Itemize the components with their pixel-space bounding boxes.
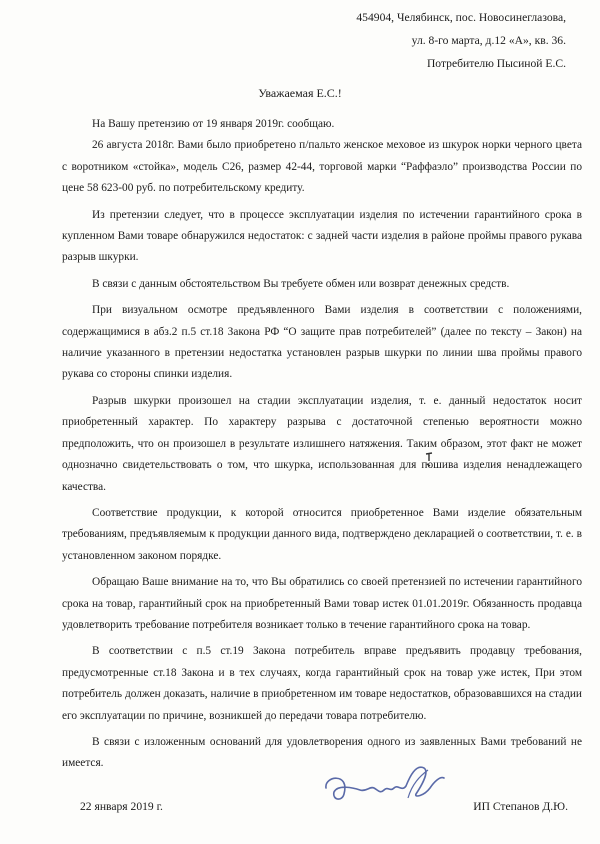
address-line-1: 454904, Челябинск, пос. Новосинеглазова, [356, 11, 566, 24]
paragraph-3: Из претензии следует, что в процессе эксплуатации изделия по истечении гарантийного срока в купленном Вами товаре обнаружился недостаток: с задней части изделия в районе проймы правого рукава разрыв шкурки. [62, 208, 582, 264]
greeting: Уважаемая Е.С.! [258, 86, 342, 100]
paragraph-9: В соответствии с п.5 ст.19 Закона потребитель вправе предъявить продавцу требования, предусмотренные ст.18 Закона и в тех случаях, когда гарантийный срок на товар уже истек, При этом потребитель должен доказать, наличие в приобретенном им товаре недостатков, образовавшихся на стадии его эксплуатации по причине, возникшей до передачи товара потребителю. [62, 645, 582, 722]
signatory-name: ИП Степанов Д.Ю. [473, 800, 568, 813]
letter-body [62, 114, 582, 775]
paragraph-2: 26 августа 2018г. Вами было приобретено п/пальто женское меховое из шкурок норки черного цвета с воротником «стойка», модель С26, размер 42-44, торговой марки “Раффаэло” производства России по цене 58 623-00 руб. по потребительскому кредиту. [62, 139, 582, 195]
paragraph-8: Обращаю Ваше внимание на то, что Вы обратились со своей претензией по истечении гарантийного срока на товар, гарантийный срок на приобретенный Вами товар истек 01.01.2019г. Обязанность продавца удовлетворить требование потребителя возникает только в течение гарантийного срока на товар. [62, 576, 582, 631]
ink-mark-icon [424, 452, 434, 468]
paragraph-6: Разрыв шкурки произошел на стадии эксплуатации изделия, т. е. данный недостаток носит приобретенный характер. По характеру разрыва с достаточной степенью вероятности можно предположить, что он произошел в результате излишнего натяжения. Таким образом, этот факт не может однозначно свидетельствовать о том, что шкурка, использованная для пошива изделия ненадлежащего качества. [62, 394, 582, 493]
letter-date: 22 января 2019 г. [80, 800, 163, 813]
paragraph-1: На Вашу претензию от 19 января 2019г. сообщаю. [92, 118, 335, 130]
recipient-address [246, 6, 566, 75]
address-line-3: Потребителю Пысиной Е.С. [426, 57, 566, 70]
paragraph-4: В связи с данным обстоятельством Вы требуете обмен или возврат денежных средств. [92, 277, 510, 290]
paragraph-10: В связи с изложенным оснований для удовлетворения одного из заявленных Вами требований не имеется. [62, 735, 582, 770]
paragraph-7: Соответствие продукции, к которой относится приобретенное Вами изделие обязательным требованиям, предъявляемым к продукции данного вида, подтверждено декларацией о соответствии, т. е. в установленном законом порядке. [62, 506, 582, 562]
address-line-2: ул. 8-го марта, д.12 «А», кв. 36. [411, 34, 566, 47]
signature-icon [320, 758, 450, 813]
paragraph-5: При визуальном осмотре предъявленного Вами изделия в соответствии с положениями, содержащимися в абз.2 п.5 ст.18 Закона РФ “О защите прав потребителей” (далее по тексту – Закон) на наличие указанного в претензии недостатка установлен разрыв шкурки по линии шва проймы правого рукава со стороны спинки изделия. [62, 304, 582, 381]
